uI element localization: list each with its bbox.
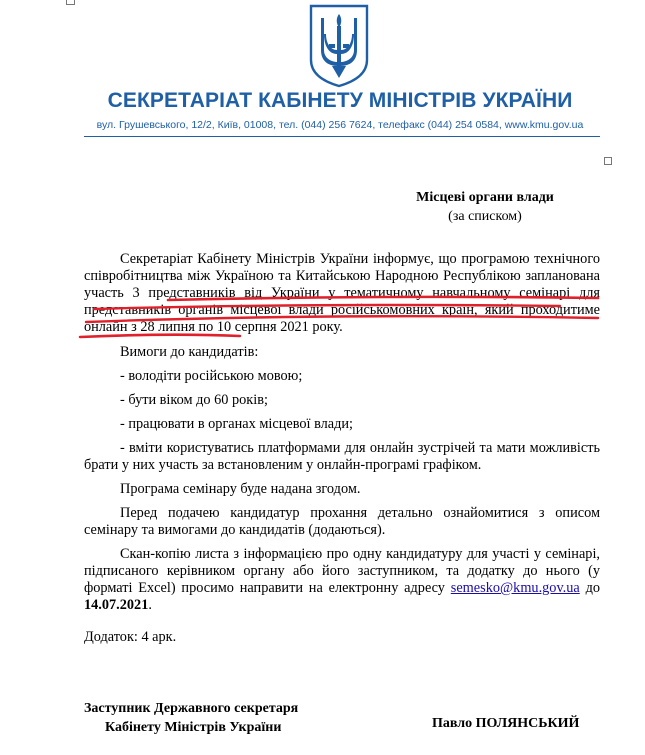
signatory-position-line-1: Заступник Державного секретаря [84, 701, 299, 716]
signatory-name: Павло ПОЛЯНСЬКИЙ [432, 716, 580, 731]
recipient-block [410, 188, 560, 226]
text-anchor-handle [604, 157, 612, 165]
letter-body [84, 251, 600, 646]
paragraph-intro: Секретаріат Кабінету Міністрів України інформує, що програмою технічного співробітництва між Україною та Китайською Народною Республікою запланована участь 3 представників від України у тематичному навчальному семінарі для представників органів місцевої влади російськомовних країн, який проходитиме онлайн з 28 липня по 10 серпня 2021 року. [84, 251, 600, 335]
deadline-date: 14.07.2021 [84, 597, 149, 613]
requirements-title: Вимоги до кандидатів: [120, 344, 259, 360]
signatory-position [84, 699, 298, 737]
trident-coat-of-arms-icon [309, 4, 369, 88]
organization-address: вул. Грушевського, 12/2, Київ, 01008, тел. (044) 256 7624, телефакс (044) 254 0584, www.kmu.gov.ua [96, 119, 584, 131]
paragraph-scan-copy [84, 546, 600, 614]
requirement-item-work: - працювати в органах місцевої влади; [120, 416, 354, 432]
email-link[interactable]: semesko@kmu.gov.ua [450, 580, 580, 596]
recipient-line-2: (за списком) [448, 209, 522, 224]
paragraph-before-submission: Перед подачею кандидатур прохання детально ознайомитися з описом семінару та вимогами до кандидатів (додаються). [84, 505, 600, 538]
paragraph-program: Програма семінару буде надана згодом. [120, 481, 361, 497]
attachment-note: Додаток: 4 арк. [84, 629, 177, 645]
recipient-line-1: Місцеві органи влади [416, 190, 554, 205]
requirement-item-language: - володіти російською мовою; [120, 368, 303, 384]
scan-copy-to: до [579, 580, 600, 596]
requirement-item-age: - бути віком до 60 років; [120, 392, 268, 408]
signatory-position-line-2: Кабінету Міністрів України [105, 720, 282, 735]
requirement-item-online: - вміти користуватись платформами для онлайн зустрічей та мати можливість брати у них участь за встановленим у онлайн-програмі графіком. [84, 440, 600, 473]
page-corner-handle [66, 0, 75, 5]
scan-copy-end: . [148, 597, 152, 613]
header-divider [84, 136, 600, 137]
scan-copy-text: Скан-копію листа з інформацією про одну кандидатуру для участі у семінарі, підписаного керівником органу або його заступником, та додатку до нього (у форматі Excel) просимо направити на електронну адресу [84, 546, 600, 596]
organization-title: СЕКРЕТАРІАТ КАБІНЕТУ МІНІСТРІВ УКРАЇНИ [107, 89, 573, 112]
